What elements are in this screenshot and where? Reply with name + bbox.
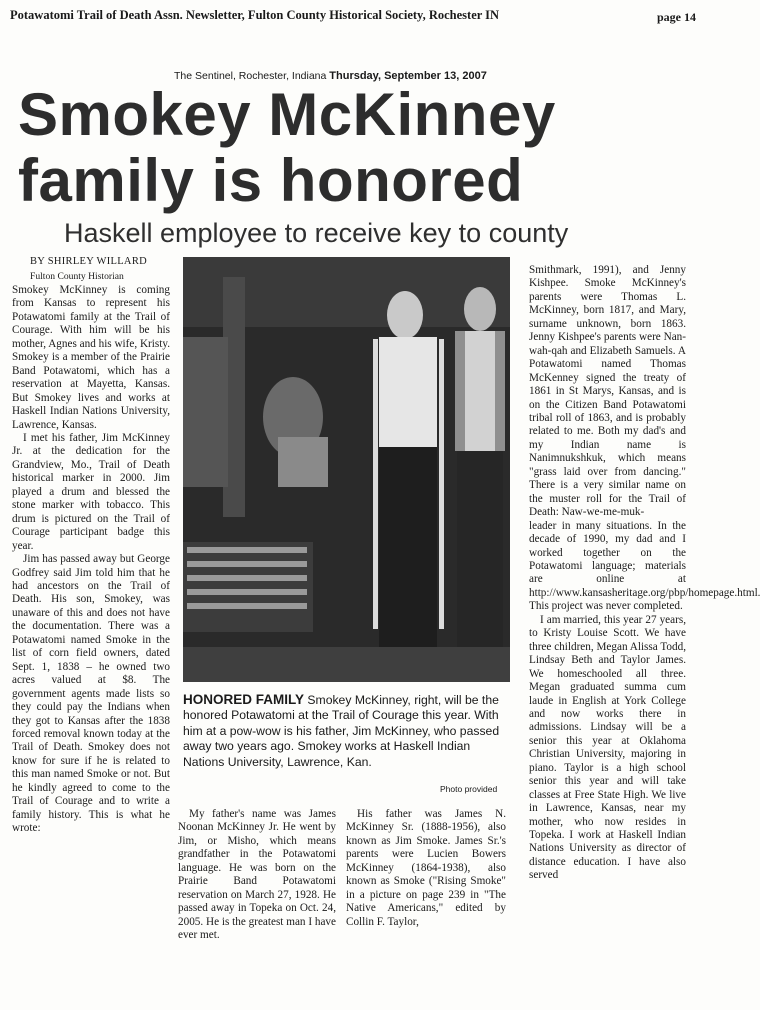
paper-name: The Sentinel, Rochester, Indiana: [174, 70, 327, 82]
paragraph: Smokey McKinney is coming from Kansas to represent his Potawatomi family at the Trail of Courage. With him will be his mother, Agnes and his wife, Kristy. Smokey is a member of the Prairie Band Potawatomi, which has a reservation at Mayetta, Kansas. But Smokey lives and works at Haskell Indian Nations University, Lawrence, Kansas.: [12, 284, 170, 431]
newsletter-title: Potawatomi Trail of Death Assn. Newsletter, Fulton County Historical Society, Rochester IN: [10, 8, 500, 22]
byline-author: BY SHIRLEY WILLARD: [30, 256, 148, 267]
article-column-2a: [178, 808, 336, 943]
byline-title: Fulton County Historian: [30, 271, 124, 282]
photo-image: [183, 257, 510, 682]
newsletter-header: [10, 6, 700, 26]
article-column-2b: [346, 808, 506, 929]
article-column-1: [12, 284, 170, 836]
paragraph: leader in many situations. In the decade of 1990, my dad and I worked together on the Potawatomi language; materials are online at http://www.kansasheritage.org/pbp/homepage.html. This project was never completed.: [529, 519, 760, 613]
publication-date: Thursday, September 13, 2007: [329, 70, 487, 82]
headline: [18, 82, 698, 214]
photo-caption: [183, 692, 510, 770]
paragraph: I am married, this year 27 years, to Kristy Louise Scott. We have three children, Megan Alissa Todd, Lindsay Beth and Taylor James. We homeschooled all three. Megan graduated summa cum laude in English at York College and now works there in admissions. Lindsay will be a senior this year at Oklahoma Christian University, majoring in piano. Taylor is a high school senior this year and will take classes at Free State High. We live in Lawrence, Kansas, near my mother, who now resides in Topeka. I work at Haskell Indian Nations University as director of distance education. I have also served: [529, 613, 686, 882]
article-column-3: [529, 264, 760, 883]
caption-title: HONORED FAMILY: [183, 692, 305, 707]
photo-credit: Photo provided: [440, 784, 498, 794]
paragraph: Jim has passed away but George Godfrey said Jim told him that he had ancestors on the Trail of Death. His son, Smokey, was unaware of this and does not have the documentation. There was a Potawatomi named Smoke in the list of corn field owners, dated Sept. 1, 1838 – he owned two acres valued at $8. The government agents made lists so they could pay the Indians when they got to Kansas after the 1838 forced removal known today at the Trail of Death. Smokey does not know for sure if he is related to this man named Smoke or not. But he kindly agreed to come to the Trail of Courage and to write a family history. This is what he wrote:: [12, 553, 170, 835]
headline-line-1: Smokey McKinney: [18, 81, 556, 148]
paragraph: My father's name was James Noonan McKinney Jr. He went by Jim, or Misho, which means grandfather in the Potawatomi language. He was born on the Prairie Band Potawatomi reservation on March 27, 1928. He passed away in Topeka on Oct. 24, 2005. He is the greatest man I have ever met.: [178, 808, 336, 942]
byline: [30, 256, 147, 282]
paragraph: Smithmark, 1991), and Jenny Kishpee. Smoke McKinney's parents were Thomas L. McKinney, born 1817, and Mary, surname unknown, born 1863. Jenny Kishpee's parents were Nan-wah-qah and Elizabeth Samuels. A Potawatomi named Thomas McKenney signed the treaty of 1861 in St Marys, Kansas, and is on the Citizen Band Potawatomi tribal roll of 1863, and is probably related to me. Both my dad's and my Indian name is Nanimnukshkuk, which means "grass laid over from dancing." There is a very similar name on the muster roll for the Trail of Death: Naw-we-me-muk-: [529, 264, 686, 519]
paragraph: I met his father, Jim McKinney Jr. at the dedication for the Grandview, Mo., Trail of Death historical marker in 2000. Jim played a drum and blessed the stone marker with tobacco. This drum is pictured on the Trail of Courage participant badge this year.: [12, 431, 170, 552]
subheadline: Haskell employee to receive key to county: [64, 218, 569, 248]
headline-line-2: family is honored: [18, 147, 524, 214]
news-photo: [183, 257, 510, 682]
page-number: page 14: [657, 10, 696, 24]
caption-text: Smokey McKinney, right, will be the honored Potawatomi at the Trail of Courage this year. With him at a pow-wow is his father, Jim McKinney, who passed away two years ago. Smokey works at Haskell Indian Nations University, Lawrence, Kan.: [183, 693, 500, 769]
paragraph: His father was James N. McKinney Sr. (1888-1956), also known as Jim Smoke. James Sr.'s parents were Lucien Bowers McKinney (1864-1938), also known as Smoke ("Rising Smoke" in a picture on page 239 in "The Native Americans," edited by Collin F. Taylor,: [346, 808, 506, 928]
